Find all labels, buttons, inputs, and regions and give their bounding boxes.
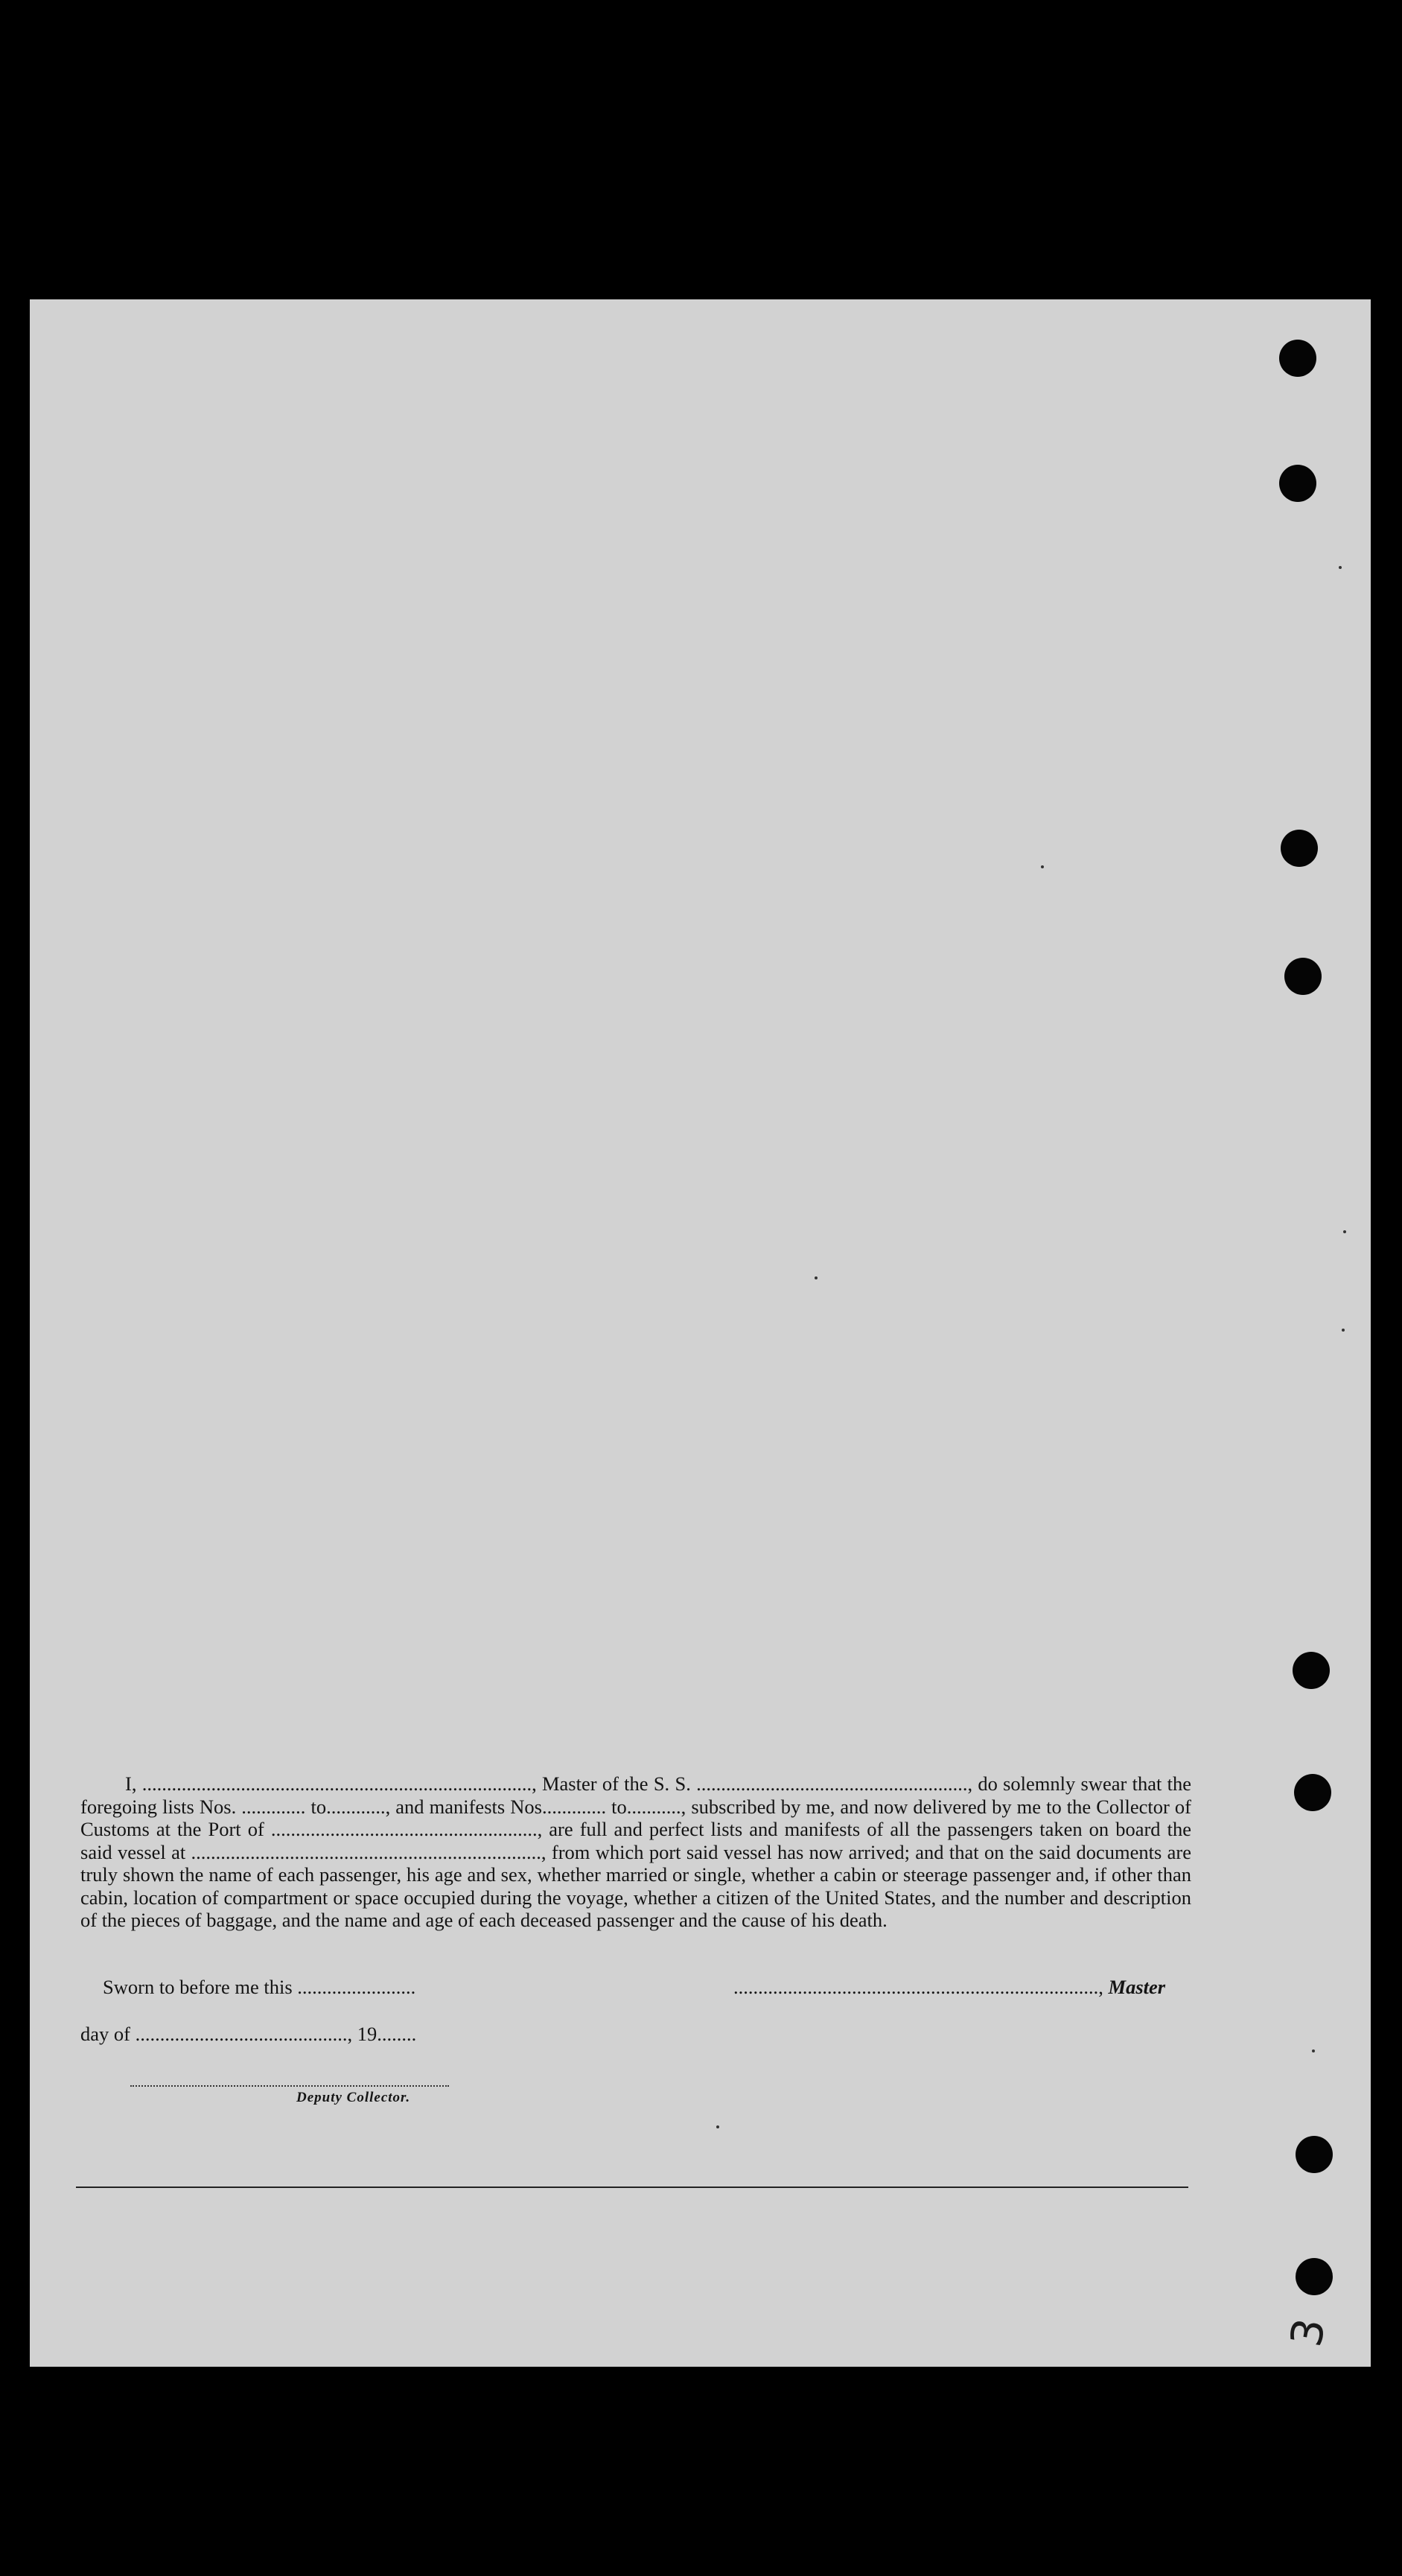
sworn-before-line: Sworn to before me this ........................ (103, 1976, 416, 1998)
punch-hole-1 (1279, 340, 1316, 377)
scan-speck (1041, 865, 1044, 868)
master-signature-dots: .........................................................................., (733, 1976, 1103, 1998)
punch-hole-3 (1281, 830, 1318, 867)
deputy-signature-line (130, 2085, 449, 2087)
punch-hole-4 (1284, 958, 1322, 995)
scan-speck (1342, 1329, 1345, 1332)
master-label: Master (1108, 1976, 1166, 1998)
punch-hole-6 (1294, 1774, 1331, 1811)
scan-speck (1312, 2049, 1315, 2052)
document-page (30, 299, 1371, 2367)
punch-hole-5 (1293, 1652, 1330, 1689)
horizontal-rule (76, 2187, 1188, 2188)
punch-hole-8 (1296, 2258, 1333, 2295)
scan-speck (1339, 566, 1342, 569)
scan-speck (716, 2125, 719, 2128)
punch-hole-7 (1296, 2136, 1333, 2173)
handwritten-sheet-number: 3 (1280, 2314, 1336, 2351)
scan-speck (815, 1276, 818, 1279)
master-oath-paragraph: I, ..............................................................................., Master of the S. S. ......................................................., do solemnly swear that the foregoing lists Nos. ............. to............, and manifests Nos............. to..........., subscribed by me, and now delivered by me to the Collector of Customs at the Port of ......................................................, are full and perfect lists and manifests of all the passengers taken on board the said vessel at ......................................................................., from which port said vessel has now arrived; and that on the said documents are truly shown the name of each passenger, his age and sex, whether married or single, whether a cabin or steerage passenger and, if other than cabin, location of compartment or space occupied during the voyage, whether a citizen of the United States, and the number and description of the pieces of baggage, and the name and age of each deceased passenger and the cause of his death. (80, 1772, 1191, 1931)
day-of-line: day of ..........................................., 19........ (80, 2023, 417, 2045)
scan-speck (1343, 1230, 1346, 1233)
deputy-collector-label: Deputy Collector. (296, 2090, 411, 2105)
master-signature-line (733, 1976, 1165, 1999)
punch-hole-2 (1279, 465, 1316, 502)
